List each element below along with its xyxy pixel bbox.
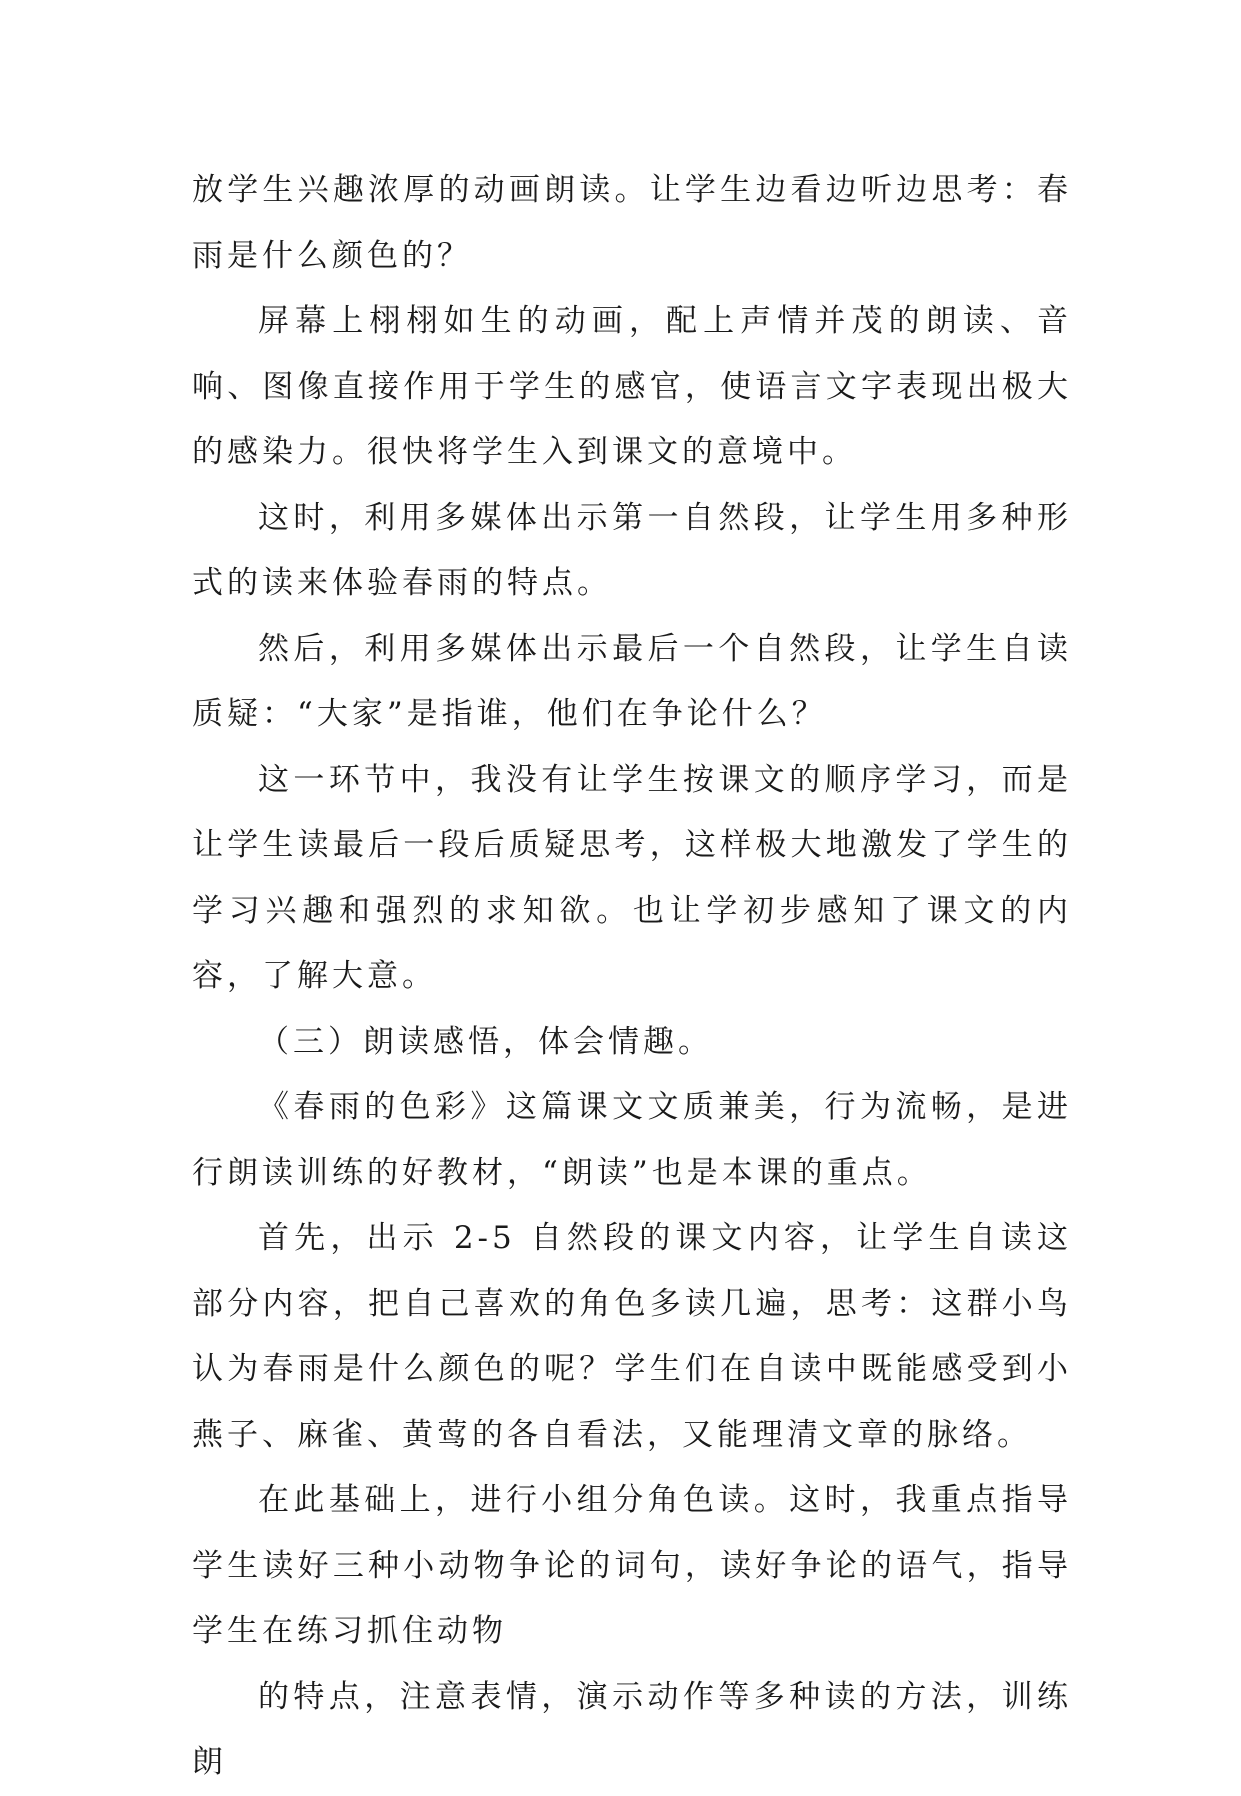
paragraph-2: 屏幕上栩栩如生的动画，配上声情并茂的朗读、音响、图像直接作用于学生的感官，使语言文字表现出极大的感染力。很快将学生入到课文的意境中。: [192, 303, 1072, 470]
paragraph-3: 这时，利用多媒体出示第一自然段，让学生用多种形式的读来体验春雨的特点。: [192, 499, 1072, 601]
paragraph-8: 在此基础上，进行小组分角色读。这时，我重点指导学生读好三种小动物争论的词句，读好争论的语气，指导学生在练习抓住动物: [192, 1482, 1072, 1649]
paragraph-6: 《春雨的色彩》这篇课文文质兼美，行为流畅，是进行朗读训练的好教材，“朗读”也是本课的重点。: [192, 1089, 1072, 1191]
paragraph-1: 放学生兴趣浓厚的动画朗读。让学生边看边听边思考：春雨是什么颜色的？: [192, 172, 1072, 274]
paragraph-9: 的特点，注意表情，演示动作等多种读的方法，训练朗: [192, 1678, 1072, 1780]
document-body: [192, 158, 1072, 1796]
paragraph-5: 这一环节中，我没有让学生按课文的顺序学习，而是让学生读最后一段后质疑思考，这样极大地激发了学生的学习兴趣和强烈的求知欲。也让学初步感知了课文的内容，了解大意。: [192, 761, 1072, 994]
section-heading: （三）朗读感悟，体会情趣。: [258, 1023, 713, 1060]
paragraph-4: 然后，利用多媒体出示最后一个自然段，让学生自读质疑：“大家”是指谁，他们在争论什么？: [192, 630, 1072, 732]
paragraph-7: 首先，出示 2-5 自然段的课文内容，让学生自读这部分内容，把自己喜欢的角色多读几遍，思考：这群小鸟认为春雨是什么颜色的呢？学生们在自读中既能感受到小燕子、麻雀、黄莺的各自看法，又能理清文章的脉络。: [192, 1220, 1072, 1453]
